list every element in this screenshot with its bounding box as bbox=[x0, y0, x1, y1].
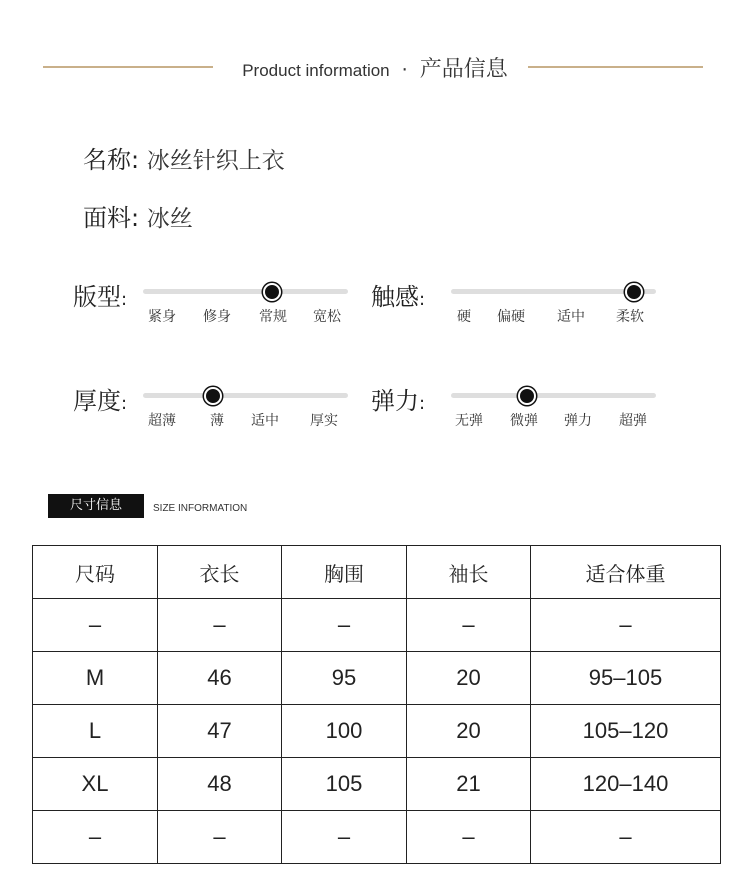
table-row bbox=[33, 705, 721, 758]
table-cell: XL bbox=[33, 758, 158, 811]
table-cell: – bbox=[158, 599, 282, 652]
section-title-en: Product information bbox=[242, 61, 390, 80]
table-cell: – bbox=[158, 811, 282, 864]
table-cell: M bbox=[33, 652, 158, 705]
scale-option: 适中 bbox=[251, 413, 279, 429]
table-cell: 20 bbox=[407, 652, 531, 705]
table-cell: 20 bbox=[407, 705, 531, 758]
scale-option: 无弹 bbox=[455, 413, 483, 429]
table-cell: 适合体重 bbox=[531, 546, 721, 599]
table-cell: 100 bbox=[282, 705, 407, 758]
size-info-tag: 尺寸信息 bbox=[48, 494, 144, 518]
table-cell: – bbox=[531, 599, 721, 652]
scale-option: 修身 bbox=[203, 309, 231, 325]
table-cell: 105–120 bbox=[531, 705, 721, 758]
scale-option: 厚实 bbox=[310, 413, 338, 429]
scale-colon: : bbox=[419, 393, 426, 414]
table-cell: – bbox=[33, 811, 158, 864]
product-name-value: 冰丝针织上衣 bbox=[146, 148, 285, 174]
scale-indicator-dot bbox=[625, 283, 643, 301]
product-name-row: 名称: 冰丝针织上衣 bbox=[83, 146, 285, 174]
scale-option: 偏硬 bbox=[497, 309, 525, 325]
scale-colon: : bbox=[121, 393, 128, 414]
table-cell: 胸围 bbox=[282, 546, 407, 599]
section-title-cn: 产品信息 bbox=[419, 57, 508, 82]
scale-colon: : bbox=[121, 289, 128, 310]
scale-option: 薄 bbox=[210, 413, 224, 429]
fabric-row: 面料: 冰丝 bbox=[83, 204, 193, 232]
table-cell: – bbox=[407, 599, 531, 652]
table-cell: – bbox=[407, 811, 531, 864]
scale-option: 微弹 bbox=[510, 413, 538, 429]
title-separator: · bbox=[401, 59, 408, 81]
table-cell: 48 bbox=[158, 758, 282, 811]
scale-option: 宽松 bbox=[313, 309, 341, 325]
table-row bbox=[33, 758, 721, 811]
scale-indicator-dot bbox=[204, 387, 222, 405]
scale-option: 紧身 bbox=[148, 309, 176, 325]
fabric-label: 面料 bbox=[83, 204, 131, 232]
table-row bbox=[33, 599, 721, 652]
table-cell: – bbox=[33, 599, 158, 652]
table-cell: 袖长 bbox=[407, 546, 531, 599]
table-cell: 95 bbox=[282, 652, 407, 705]
size-info-subtitle: SIZE INFORMATION bbox=[153, 503, 248, 514]
table-cell: 95–105 bbox=[531, 652, 721, 705]
scale-indicator-dot bbox=[263, 283, 281, 301]
scale-option: 适中 bbox=[557, 309, 585, 325]
scale-option: 柔软 bbox=[616, 309, 644, 325]
table-cell: 120–140 bbox=[531, 758, 721, 811]
scale-label: 触感: bbox=[371, 283, 426, 311]
table-cell: – bbox=[282, 811, 407, 864]
scale-option: 硬 bbox=[457, 309, 471, 325]
product-name-label: 名称 bbox=[83, 146, 131, 174]
scale-option: 弹力 bbox=[564, 413, 592, 429]
scale-colon: : bbox=[419, 289, 426, 310]
scale-option: 常规 bbox=[259, 309, 287, 325]
table-cell: L bbox=[33, 705, 158, 758]
table-cell: 尺码 bbox=[33, 546, 158, 599]
table-row bbox=[33, 811, 721, 864]
table-header-row bbox=[33, 546, 721, 599]
scale-option: 超薄 bbox=[148, 413, 176, 429]
section-title bbox=[0, 52, 750, 83]
size-table bbox=[32, 545, 721, 864]
scale-label: 弹力: bbox=[371, 387, 426, 415]
scale-track bbox=[143, 289, 348, 294]
fabric-value: 冰丝 bbox=[146, 206, 193, 232]
table-cell: 105 bbox=[282, 758, 407, 811]
table-cell: – bbox=[531, 811, 721, 864]
table-cell: 衣长 bbox=[158, 546, 282, 599]
table-cell: – bbox=[282, 599, 407, 652]
scale-label: 版型: bbox=[73, 283, 128, 311]
scale-track bbox=[143, 393, 348, 398]
scale-track bbox=[451, 393, 656, 398]
scale-option: 超弹 bbox=[619, 413, 647, 429]
scale-label: 厚度: bbox=[73, 387, 128, 415]
table-cell: 46 bbox=[158, 652, 282, 705]
table-cell: 21 bbox=[407, 758, 531, 811]
table-row bbox=[33, 652, 721, 705]
table-cell: 47 bbox=[158, 705, 282, 758]
scale-indicator-dot bbox=[518, 387, 536, 405]
